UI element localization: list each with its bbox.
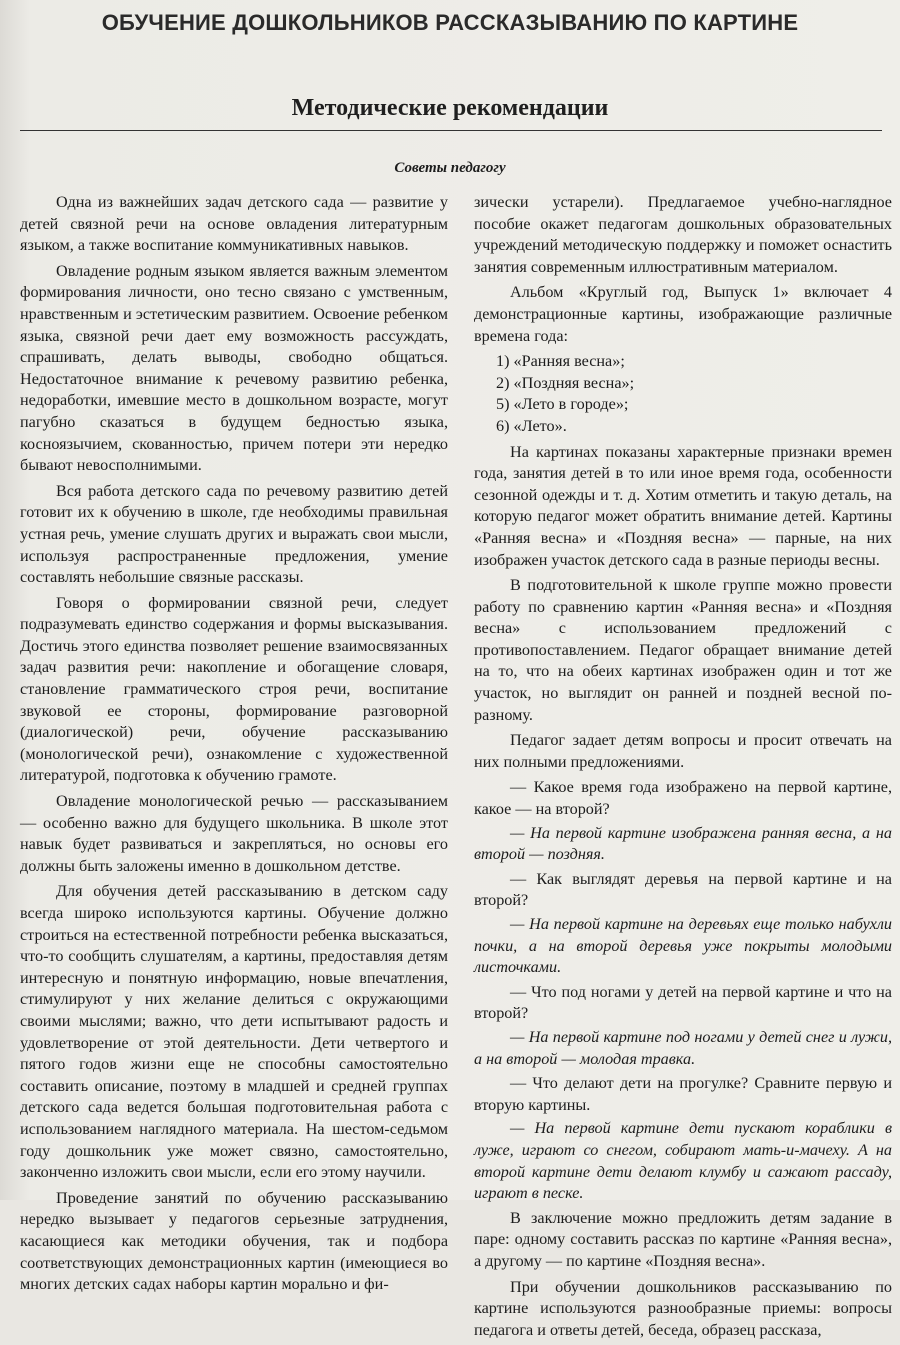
dialogue-question: — Как выглядят деревья на первой картине и на второй? [474,869,892,910]
paragraph: Овладение родным языком является важным элементом формирования личности, оно тесно связано с умственным, нравственным и эстетическим развитием. Освоение ребенком языка, связной речи дает ему возможность рассуждать, спрашивать, делать выводы, свободно общаться. Недостаточное внимание к речевому развитию ребенка, недоработки, имевшие место в дошкольном возрасте, могут пагубно сказаться в будущем бедностью языка, косноязычием, скованностью, причем потери эти нередко бывают невосполнимыми. [20,261,448,475]
dialogue-question: — Какое время года изображено на первой картине, какое — на второй? [474,778,892,819]
section-title: Методические рекомендации [291,95,609,121]
paragraph: Овладение монологической речью — рассказыванием — особенно важно для будущего школьника. В школе этот навык будет развиваться и закрепляться, но основы его должны быть заложены именно в дошкольном детстве. [20,792,448,875]
list-item: 5) «Лето в городе»; [496,395,629,414]
dialogue-answer: — На первой картине под ногами у детей снег и лужи, а на второй — молодая травка. [474,1027,892,1068]
running-title: ОБУЧЕНИЕ ДОШКОЛЬНИКОВ РАССКАЗЫВАНИЮ ПО КАРТИНЕ [101,10,799,35]
dialogue-question: — Что делают дети на прогулке? Сравните первую и вторую картины. [474,1074,892,1114]
paragraph: На картинах показаны характерные признаки времен года, занятия детей в то или иное время года, особенности сезонной одежды и т. д. Хотим отметить и такую деталь, на которую педагог может обратить внимание детей. Картины «Ранняя весна» и «Поздняя весна» — парные, на них изображен участок детского сада в разные периоды весны. [474,442,892,569]
paragraph: В подготовительной к школе группе можно провести работу по сравнению картин «Ранняя весна» и «Поздняя весна» с использованием предложений с противопоставлением. Педагог обращает внимание детей на то, что на обеих картинах изображен один и тот же участок, но выглядит он ранней и поздней весной по-разному. [474,576,892,724]
dialogue-answer: — На первой картине на деревьях еще только набухли почки, а на второй деревья уже покрыты молодыми листочками. [474,915,892,977]
paragraph: Вся работа детского сада по речевому развитию детей готовит их к обучению в школе, где необходимы правильная устная речь, умение слушать других и выражать свои мысли, используя распространенные предложения, умение составлять небольшие связные рассказы. [20,481,448,587]
list-item: 2) «Поздняя весна»; [496,373,635,392]
paragraph: Говоря о формировании связной речи, следует подразумевать единство содержания и формы высказывания. Достичь этого единства позволяет решение взаимосвязанных задач развития речи: накопление и обогащение словаря, становление грамматического строя речи, воспитание звуковой ее стороны, формирование разговорной (диалогической) речи, обучение рассказыванию (монологической речи), ознакомление с художественной литературой, подготовка к обучению грамоте. [20,593,448,785]
dialogue-answer: — На первой картине дети пускают кораблики в луже, играют со снегом, собирают мать-и-мачеху. А на второй картине дети делают клумбу и сажают рассаду, играют в песке. [474,1119,892,1203]
dialogue-question: — Что под ногами у детей на первой картине и что на второй? [474,982,892,1023]
left-column [20,192,448,1300]
subheading: Советы педагогу [394,160,506,176]
paragraph: Педагог задает детям вопросы и просит отвечать на них полными предложениями. [474,731,892,771]
dialogue-answer: — На первой картине изображена ранняя весна, а на второй — поздняя. [474,823,892,864]
paragraph: При обучении дошкольников рассказыванию по картине используются разнообразные приемы: вопросы педагога и ответы детей, беседа, образец рассказа, [474,1277,892,1339]
paragraph: зически устарели). Предлагаемое учебно-наглядное пособие окажет педагогам дошкольных образовательных учреждений методическую поддержку и поможет оснастить занятия современным иллюстративным материалом. [474,193,892,276]
paragraph: Для обучения детей рассказыванию в детском саду всегда широко используются картины. Обучение должно строиться на естественной потребности ребенка высказаться, что-то сообщить слушателям, а картины, предоставляя детям интересную и понятную информацию, новые впечатления, стимулируют у них желание делиться с окружающими своими мыслями; важно, что дети испытывают радость и удовлетворение от этой деятельности. Дети четвертого и пятого годов жизни еще не способны самостоятельно составить описание, поэтому в младшей и средней группах детского сада ведется большая подготовительная работа с использованием наглядного материала. На шестом-седьмом году дошкольник уже может связно, самостоятельно, законченно изложить свои мысли, если его этому научили. [20,882,448,1182]
paragraph: В заключение можно предложить детям задание в паре: одному составить рассказ по картине «Ранняя весна», а другому — по картине «Поздняя весна». [474,1208,892,1270]
title-rule [20,130,882,131]
list-item: 6) «Лето». [496,416,567,435]
right-column [474,192,892,1345]
paragraph: Альбом «Круглый год, Выпуск 1» включает 4 демонстрационные картины, изображающие различные времена года: [474,283,892,345]
list-item: 1) «Ранняя весна»; [496,352,625,371]
paragraph: Одна из важнейших задач детского сада — развитие у детей связной речи на основе овладения литературным языком, а также воспитание коммуникативных навыков. [20,193,448,255]
paragraph: Проведение занятий по обучению рассказыванию нередко вызывает у педагогов серьезные затруднения, касающиеся как методики обучения, так и подбора соответствующих демонстрационных картин (имеющиеся во многих детских садах наборы картин морально и фи- [20,1188,448,1294]
